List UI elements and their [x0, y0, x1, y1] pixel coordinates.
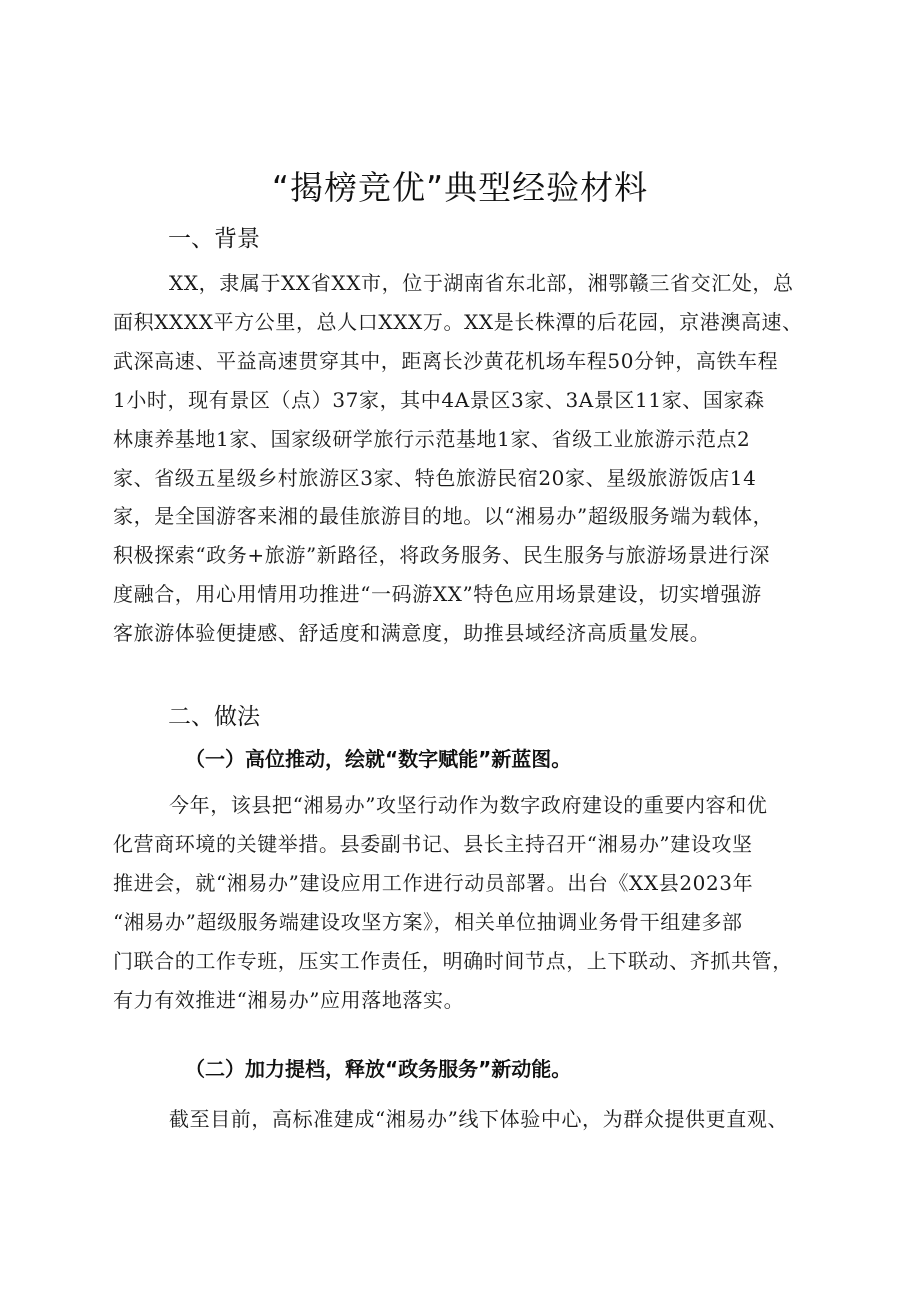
section-heading-background: 一、背景: [168, 226, 260, 252]
paragraph-line: 今年，该县把“湘易办”攻坚行动作为数字政府建设的重要内容和优: [169, 793, 768, 817]
document-title: “揭榜竞优”典型经验材料: [271, 168, 649, 207]
paragraph-line: 客旅游体验便捷感、舒适度和满意度，助推县域经济高质量发展。: [113, 621, 711, 646]
paragraph-line: XX，隶属于XX省XX市，位于湖南省东北部，湘鄂赣三省交汇处，总: [169, 271, 794, 295]
subsection-heading-2: （二）加力提档，释放“政务服务”新动能。: [185, 1057, 572, 1081]
paragraph-line: “湘易办”超级服务端建设攻坚方案》，相关单位抽调业务骨干组建多部: [113, 909, 743, 934]
paragraph-line: 家、省级五星级乡村旅游区3家、特色旅游民宿20家、星级旅游饭店14: [113, 465, 757, 490]
subsection-2-paragraph: [113, 1100, 823, 1139]
background-paragraph: [113, 264, 823, 653]
section-heading-practice: 二、做法: [168, 704, 260, 730]
paragraph-line: 度融合，用心用情用功推进“一码游XX”特色应用场景建设，切实增强游: [113, 582, 762, 607]
subsection-heading-1: （一）高位推动，绘就“数字赋能”新蓝图。: [185, 747, 572, 771]
paragraph-line: 截至目前，高标准建成“湘易办”线下体验中心，为群众提供更直观、: [169, 1107, 789, 1131]
paragraph-line: 有力有效推进“湘易办”应用落地落实。: [113, 987, 465, 1012]
paragraph-line: 面积XXXX平方公里，总人口XXX万。XX是长株潭的后花园，京港澳高速、: [113, 309, 803, 334]
paragraph-line: 1小时，现有景区（点）37家，其中4A景区3家、3A景区11家、国家森: [113, 387, 765, 412]
paragraph-line: 推进会，就“湘易办”建设应用工作进行动员部署。出台《XX县2023年: [113, 870, 754, 895]
paragraph-line: 家，是全国游客来湘的最佳旅游目的地。以“湘易办”超级服务端为载体，: [113, 504, 774, 529]
paragraph-line: 化营商环境的关键举措。县委副书记、县长主持召开“湘易办”建设攻坚: [113, 831, 753, 856]
subsection-1-paragraph: [113, 786, 823, 1019]
paragraph-line: 门联合的工作专班，压实工作责任，明确时间节点，上下联动、齐抓共管，: [113, 948, 793, 973]
paragraph-line: 武深高速、平益高速贯穿其中，距离长沙黄花机场车程50分钟，高铁车程: [113, 348, 779, 373]
paragraph-line: 林康养基地1家、国家级研学旅行示范基地1家、省级工业旅游示范点2: [113, 426, 751, 451]
paragraph-line: 积极探索“政务+旅游”新路径，将政务服务、民生服务与旅游场景进行深: [113, 543, 771, 568]
